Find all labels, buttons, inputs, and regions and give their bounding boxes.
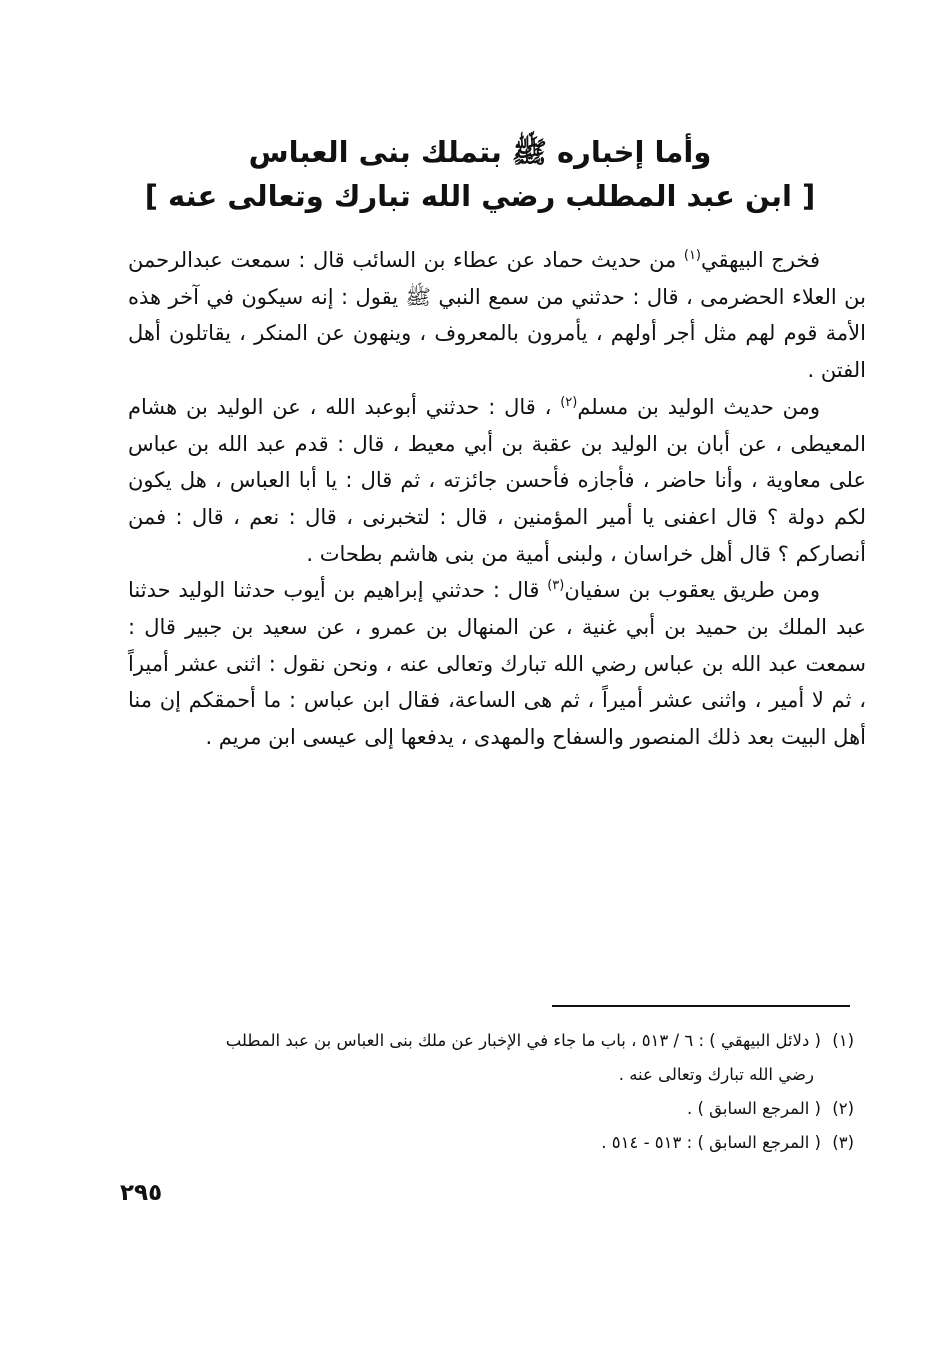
chapter-heading: وأما إخباره ﷺ بتملك بنى العباس xyxy=(248,135,712,169)
paragraph-text: ، قال : حدثني أبوعبد الله ، عن الوليد بن هشام المعيطى ، عن أبان بن الوليد بن عقبة بن أبي معيط ، قال : قدم عبد الله بن عباس على معاوية ، وأنا حاضر ، فأجازه فأحسن جائزته ، ثم قال : يا أبا العباس ، هل يكون لكم دولة ؟ قال اعفنى يا أمير المؤمنين ، قال : لتخبرنى ، قال : نعم ، قال : فمن أنصاركم ؟ قال أهل خراسان ، ولبنى أمية من بنى هاشم بطحات . xyxy=(128,394,866,566)
footnote-marker: (١) xyxy=(683,248,701,263)
footnote-1 xyxy=(118,1024,854,1058)
footnote-number: (٣) xyxy=(832,1133,854,1152)
body-text xyxy=(128,242,866,756)
paragraph-text: قال : حدثني إبراهيم بن أيوب حدثنا الوليد حدثنا عبد الملك بن حميد بن أبي غنية ، عن المنهال بن عمرو ، عن سعيد بن جبير قال : سمعت عبد الله بن عباس رضي الله تبارك وتعالى عنه ، ونحن نقول : اثنى عشر أميراً ، ثم لا أمير ، واثنى عشر أميراً ، ثم هى الساعة، فقال ابن عباس : ما أحمقكم إن منا أهل البيت بعد ذلك المنصور والسفاح والمهدى ، يدفعها إلى عيسى ابن مريم . xyxy=(128,578,866,750)
footnote-separator xyxy=(552,1005,850,1007)
footnote-marker: (٣) xyxy=(547,578,565,594)
footnote-text: ( المرجع السابق ) . xyxy=(686,1099,821,1118)
footnote-number: (١) xyxy=(832,1031,854,1050)
paragraph-2 xyxy=(128,389,866,573)
footnote-text: ( المرجع السابق ) : ٥١٣ - ٥١٤ . xyxy=(601,1133,821,1152)
footnote-3 xyxy=(118,1126,854,1160)
paragraph-3 xyxy=(128,572,866,756)
footnote-marker: (٢) xyxy=(560,394,578,410)
paragraph-1 xyxy=(128,242,866,389)
footnote-number: (٢) xyxy=(832,1099,854,1118)
page-number: ٢٩٥ xyxy=(120,1180,163,1206)
footnote-1-continuation: رضي الله تبارك وتعالى عنه . xyxy=(618,1065,814,1084)
paragraph-text: من حديث حماد عن عطاء بن السائب قال : سمعت عبدالرحمن بن العلاء الحضرمى ، قال : حدثني من سمع النبي ﷺ يقول : إنه سيكون في آخر هذه الأمة قوم لهم مثل أجر أولهم ، يأمرون بالمعروف ، وينهون عن المنكر ، يقاتلون أهل الفتن . xyxy=(128,248,866,383)
paragraph-text: ومن حديث الوليد بن مسلم xyxy=(577,394,820,419)
chapter-subheading: [ ابن عبد المطلب رضي الله تبارك وتعالى عنه ] xyxy=(144,179,816,213)
footnote-text: ( دلائل البيهقي ) : ٦ / ٥١٣ ، باب ما جاء في الإخبار عن ملك بنى العباس بن عبد المطلب xyxy=(225,1031,821,1050)
footnotes xyxy=(118,1024,854,1160)
footnote-2 xyxy=(118,1092,854,1126)
paragraph-text: فخرج البيهقي xyxy=(701,248,820,272)
paragraph-text: ومن طريق يعقوب بن سفيان xyxy=(564,578,820,603)
